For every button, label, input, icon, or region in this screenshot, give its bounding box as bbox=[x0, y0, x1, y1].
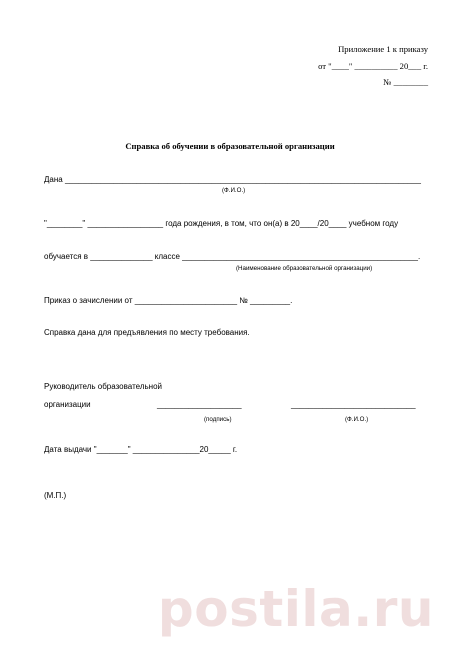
enrollment-order-line: Приказ о зачислении от _______________________ № _________. bbox=[44, 296, 293, 305]
order-from-line: от "____" __________ 20___ г. bbox=[318, 61, 428, 71]
head-fio-caption: (Ф.И.О.) bbox=[345, 416, 369, 423]
watermark-logo: postila.ru bbox=[157, 580, 434, 638]
appendix-label: Приложение 1 к приказу bbox=[338, 44, 428, 54]
purpose-line: Справка дана для предъявления по месту требования. bbox=[44, 328, 250, 337]
organization-caption: (Наименование образовательной организации) bbox=[236, 265, 373, 272]
document-title: Справка об обучении в образовательной организации bbox=[125, 141, 335, 151]
signature-caption: (подпись) bbox=[204, 416, 232, 423]
stamp-placeholder: (М.П.) bbox=[44, 491, 67, 500]
order-number-line: № ________ bbox=[383, 77, 428, 87]
birth-line: "________" _________________ года рождения, в том, что он(а) в 20____/20____ учебном году bbox=[44, 219, 399, 228]
head-title-line-1: Руководитель образовательной bbox=[44, 382, 162, 391]
issue-date-line: Дата выдачи "_______" _______________20_____ г. bbox=[44, 445, 238, 454]
issued-to-line: Дана ________________________________________________________________________________ bbox=[44, 175, 421, 184]
fio-caption: (Ф.И.О.) bbox=[222, 187, 246, 194]
studies-line: обучается в ______________ классе _____________________________________________________. bbox=[44, 252, 421, 261]
signature-blank: ___________________ bbox=[157, 400, 242, 409]
head-fio-blank: ____________________________ bbox=[291, 400, 416, 409]
head-title-line-2: организации bbox=[44, 400, 91, 409]
